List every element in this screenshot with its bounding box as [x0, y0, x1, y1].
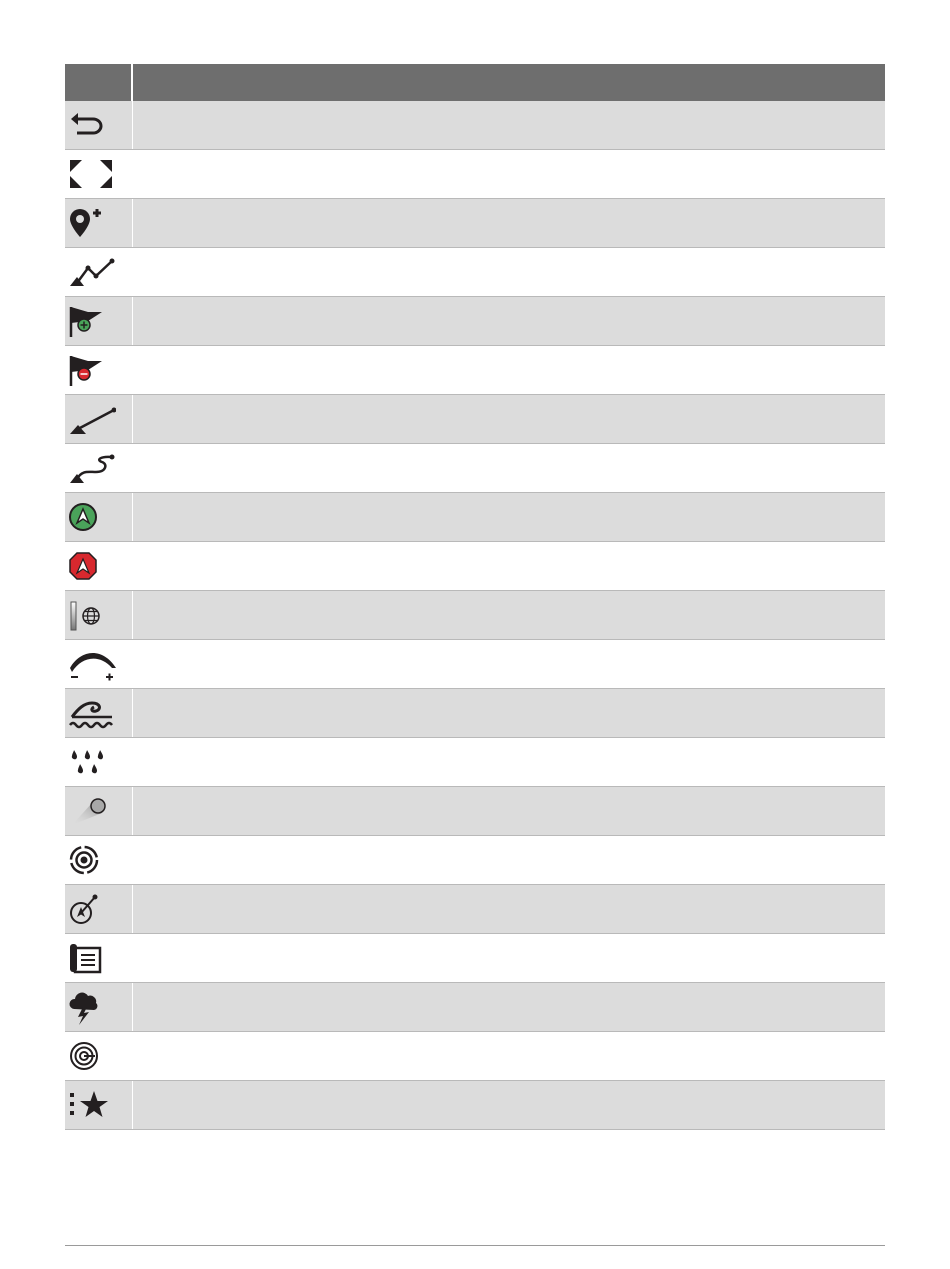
row-description [132, 346, 885, 395]
row-description [132, 493, 885, 542]
rain-clutter-icon [68, 742, 112, 782]
radar-icon [68, 1036, 108, 1076]
table-row [65, 346, 885, 395]
table-row [65, 836, 885, 885]
target-icon [68, 840, 108, 880]
table-row [65, 1081, 885, 1130]
sea-clutter-icon [68, 693, 116, 733]
sensitivity-curve-icon [68, 644, 118, 684]
table-row [65, 738, 885, 787]
row-description [132, 1081, 885, 1130]
row-description [132, 542, 885, 591]
row-description [132, 640, 885, 689]
row-description [132, 395, 885, 444]
route-icon [68, 252, 116, 292]
row-description [132, 444, 885, 493]
bearing-icon [68, 889, 108, 929]
row-description [132, 248, 885, 297]
table-row [65, 395, 885, 444]
header-description-column [132, 64, 885, 101]
footer-rule [65, 1245, 885, 1246]
table-row [65, 297, 885, 346]
row-description [132, 983, 885, 1032]
storm-icon [68, 987, 108, 1027]
row-description [132, 787, 885, 836]
row-description [132, 591, 885, 640]
table-row [65, 248, 885, 297]
back-arrow-icon [68, 105, 108, 145]
table-row [65, 199, 885, 248]
table-row [65, 1032, 885, 1081]
echo-trail-icon [68, 791, 116, 831]
table-row [65, 885, 885, 934]
row-description [132, 297, 885, 346]
notes-icon [68, 938, 108, 978]
row-description [132, 934, 885, 983]
start-navigation-icon [68, 497, 108, 537]
flag-remove-icon [68, 350, 108, 390]
navigate-line-icon [68, 399, 116, 439]
gain-globe-icon [68, 595, 108, 635]
stop-navigation-icon [68, 546, 108, 586]
row-description [132, 150, 885, 199]
table-row [65, 444, 885, 493]
row-description [132, 199, 885, 248]
table-header [65, 64, 885, 101]
row-description [132, 738, 885, 787]
row-description [132, 836, 885, 885]
table-row [65, 493, 885, 542]
row-description [132, 1032, 885, 1081]
add-waypoint-icon [68, 203, 108, 243]
row-description [132, 689, 885, 738]
table-row [65, 591, 885, 640]
table-row [65, 934, 885, 983]
table-row [65, 101, 885, 150]
table-row [65, 787, 885, 836]
row-description [132, 885, 885, 934]
table-row [65, 542, 885, 591]
full-screen-icon [68, 154, 114, 194]
header-icon-column [65, 64, 132, 101]
icon-table [65, 64, 885, 1130]
table-row [65, 689, 885, 738]
flag-add-icon [68, 301, 108, 341]
table-row [65, 150, 885, 199]
table-row [65, 983, 885, 1032]
track-icon [68, 448, 116, 488]
favorites-icon [68, 1085, 112, 1125]
row-description [132, 101, 885, 150]
table-row [65, 640, 885, 689]
